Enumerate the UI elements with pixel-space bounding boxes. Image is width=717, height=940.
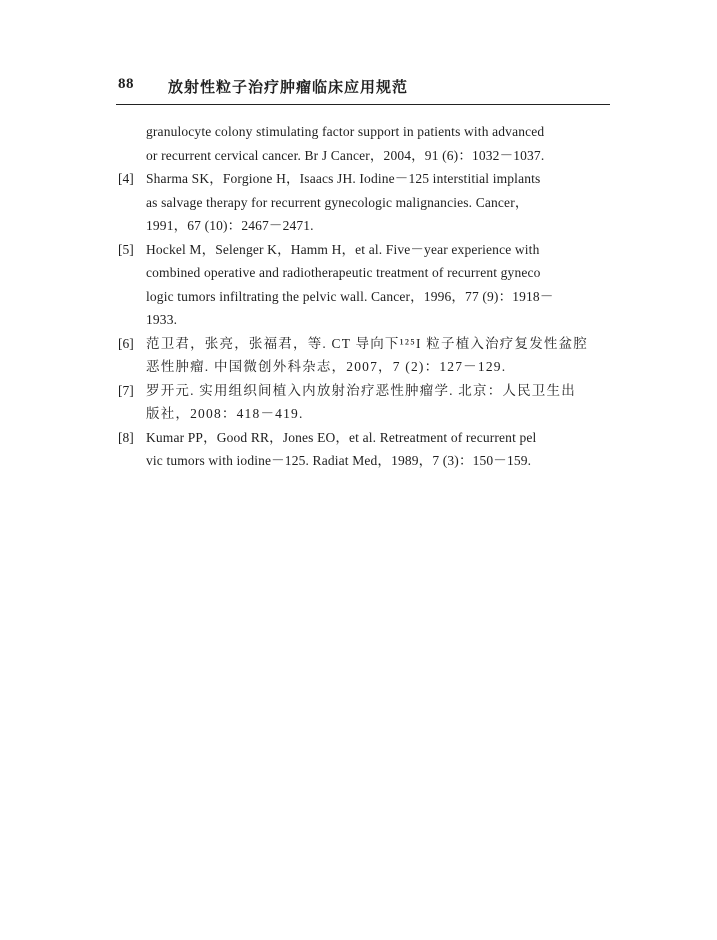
reference-item-6 <box>118 332 610 379</box>
reference-line: 罗开元. 实用组织间植入内放射治疗恶性肿瘤学. 北京：人民卫生出 <box>146 382 576 398</box>
reference-number: [7] <box>118 382 134 398</box>
reference-number: [5] <box>118 241 134 257</box>
reference-line: 恶性肿瘤. 中国微创外科杂志，2007，7 (2)：127－129. <box>146 359 507 374</box>
page-number: 88 <box>118 76 134 92</box>
reference-item-4 <box>118 167 610 238</box>
reference-list <box>118 120 610 473</box>
reference-line: granulocyte colony stimulating factor support in patients with advanced <box>146 124 545 139</box>
reference-line: vic tumors with iodine－125. Radiat Med，1989，7 (3)：150－159. <box>146 453 532 468</box>
reference-number: [4] <box>118 171 134 186</box>
reference-line: logic tumors infiltrating the pelvic wall. Cancer，1996，77 (9)：1918－ <box>146 288 554 304</box>
reference-item-5 <box>118 238 610 332</box>
reference-line: combined operative and radiotherapeutic treatment of recurrent gyneco <box>146 265 541 280</box>
reference-item-8 <box>118 426 610 473</box>
header-rule <box>116 104 610 105</box>
reference-line: Kumar PP，Good RR，Jones EO，et al. Retreatment of recurrent pel <box>146 429 537 445</box>
reference-line: or recurrent cervical cancer. Br J Cancer，2004，91 (6)：1032－1037. <box>146 147 545 163</box>
reference-line: 范卫君，张亮，张福君，等. CT 导向下¹²⁵I 粒子植入治疗复发性盆腔 <box>146 335 589 351</box>
reference-number: [6] <box>118 335 134 351</box>
reference-line: 1933. <box>146 312 178 327</box>
running-title: 放射性粒子治疗肿瘤临床应用规范 <box>168 78 409 96</box>
reference-line: as salvage therapy for recurrent gynecologic malignancies. Cancer， <box>146 194 529 210</box>
reference-line: 1991，67 (10)：2467－2471. <box>146 218 314 233</box>
reference-line: 版社，2008：418－419. <box>146 406 304 421</box>
reference-item-7 <box>118 379 610 426</box>
reference-number: [8] <box>118 429 134 445</box>
page-header <box>118 76 608 98</box>
reference-line: Sharma SK，Forgione H，Isaacs JH. Iodine－125 interstitial implants <box>146 171 541 186</box>
reference-item-continued <box>118 120 610 167</box>
reference-line: Hockel M，Selenger K，Hamm H，et al. Five－year experience with <box>146 241 540 257</box>
